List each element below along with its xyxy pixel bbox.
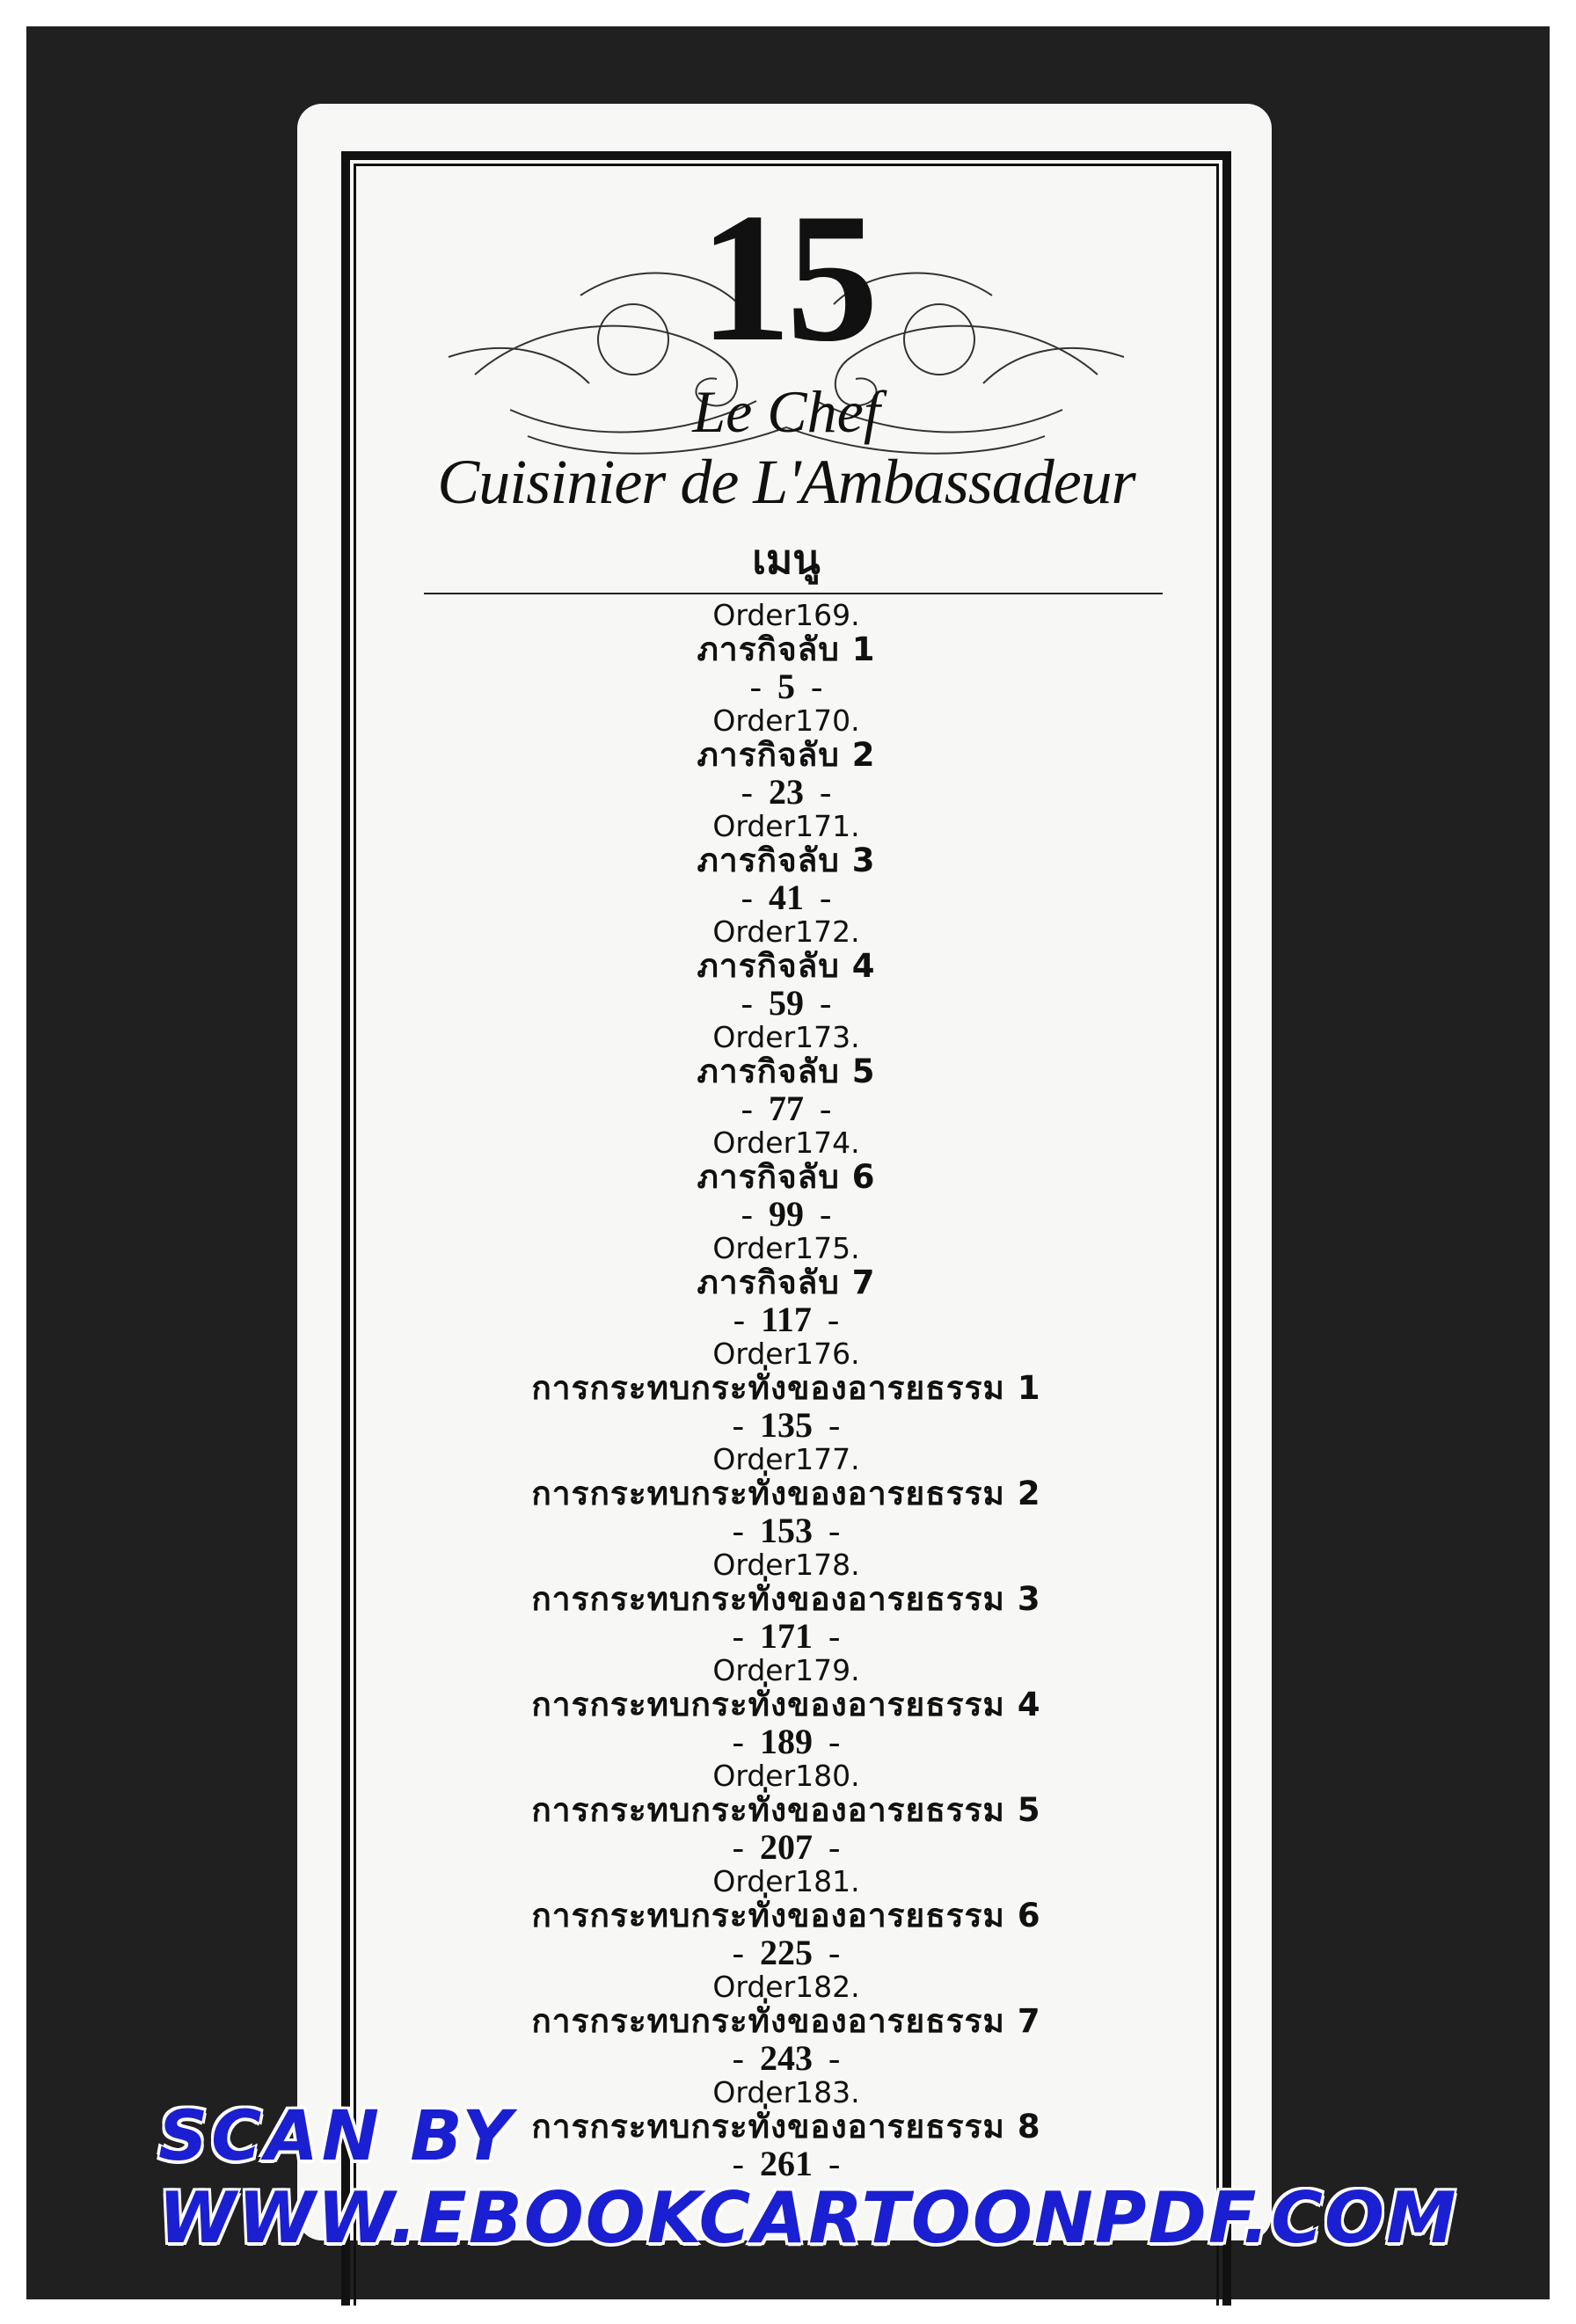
page-number: - 41 - [741, 878, 832, 917]
list-item [697, 600, 876, 705]
order-number: Order173. [712, 1020, 860, 1054]
chapter-title: ภารกิจลับ 1 [697, 630, 876, 668]
scan-watermark [158, 2097, 1458, 2273]
chapter-title: การกระทบกระทั่งของอารยธรรม 3 [531, 1580, 1041, 1618]
order-number: Order181. [712, 1864, 860, 1898]
chapter-title: การกระทบกระทั่งของอารยธรรม 2 [531, 1475, 1041, 1512]
watermark-line-2: WWW.EBOOKCARTOONPDF.COM [158, 2177, 1458, 2259]
chapter-title: การกระทบกระทั่งของอารยธรรม 6 [531, 1897, 1041, 1934]
chapter-title: ภารกิจลับ 7 [697, 1264, 876, 1301]
volume-number: 15 [699, 176, 873, 380]
list-item [531, 1549, 1040, 1655]
chapter-title: ภารกิจลับ 2 [697, 736, 876, 774]
list-item [697, 1022, 876, 1127]
order-number: Order178. [712, 1548, 860, 1582]
page-number: - 135 - [732, 1405, 841, 1445]
order-number: Order176. [712, 1337, 860, 1371]
list-item [531, 1338, 1040, 1444]
table-of-contents [369, 600, 1203, 2182]
page-number: - 77 - [741, 1089, 832, 1128]
menu-label: เมนู [752, 535, 821, 583]
list-item [697, 916, 876, 1022]
order-number: Order177. [712, 1442, 860, 1476]
order-number: Order175. [712, 1231, 860, 1265]
list-item [697, 705, 876, 811]
list-item [697, 811, 876, 916]
header-divider [424, 593, 1163, 594]
chapter-title: การกระทบกระทั่งของอารยธรรม 8 [531, 2108, 1041, 2146]
page-number: - 261 - [732, 2144, 841, 2183]
page-number: - 153 - [732, 1511, 841, 1550]
watermark-line-1: SCAN BY [158, 2097, 515, 2176]
chapter-title: การกระทบกระทั่งของอารยธรรม 1 [531, 1369, 1041, 1407]
page-number: - 23 - [741, 772, 832, 812]
list-item [531, 1444, 1040, 1549]
order-number: Order174. [712, 1126, 860, 1160]
list-item [531, 1866, 1040, 1971]
page-number: - 117 - [733, 1300, 840, 1339]
title-line-1: Le Chef [692, 378, 880, 445]
page-number: - 59 - [741, 983, 832, 1023]
list-item [697, 1127, 876, 1233]
page-number: - 171 - [732, 1616, 841, 1656]
chapter-title: ภารกิจลับ 3 [697, 841, 876, 879]
chapter-title: ภารกิจลับ 6 [697, 1158, 876, 1196]
order-number: Order170. [712, 703, 860, 738]
order-number: Order172. [712, 914, 860, 949]
title-line-2: Cuisinier de L'Ambassadeur [437, 447, 1135, 517]
list-item [697, 1233, 876, 1338]
order-number: Order183. [712, 2075, 860, 2109]
list-item [531, 1971, 1040, 2077]
page-number: - 225 - [732, 1933, 841, 1972]
menu-header [369, 172, 1203, 594]
order-number: Order169. [712, 598, 860, 632]
list-item [531, 1760, 1040, 1866]
page-number: - 207 - [732, 1827, 841, 1867]
order-number: Order182. [712, 1970, 860, 2004]
page-number: - 99 - [741, 1194, 832, 1234]
chapter-title: ภารกิจลับ 5 [697, 1053, 876, 1090]
page-number: - 5 - [749, 667, 823, 706]
order-number: Order180. [712, 1759, 860, 1793]
page-number: - 189 - [732, 1722, 841, 1761]
order-number: Order171. [712, 809, 860, 843]
chapter-title: ภารกิจลับ 4 [697, 947, 876, 985]
chapter-title: การกระทบกระทั่งของอารยธรรม 4 [531, 1686, 1041, 1723]
page-number: - 243 - [732, 2038, 841, 2078]
chapter-title: การกระทบกระทั่งของอารยธรรม 5 [531, 1791, 1041, 1829]
chapter-title: การกระทบกระทั่งของอารยธรรม 7 [531, 2002, 1041, 2040]
order-number: Order179. [712, 1653, 860, 1687]
list-item [531, 1655, 1040, 1760]
